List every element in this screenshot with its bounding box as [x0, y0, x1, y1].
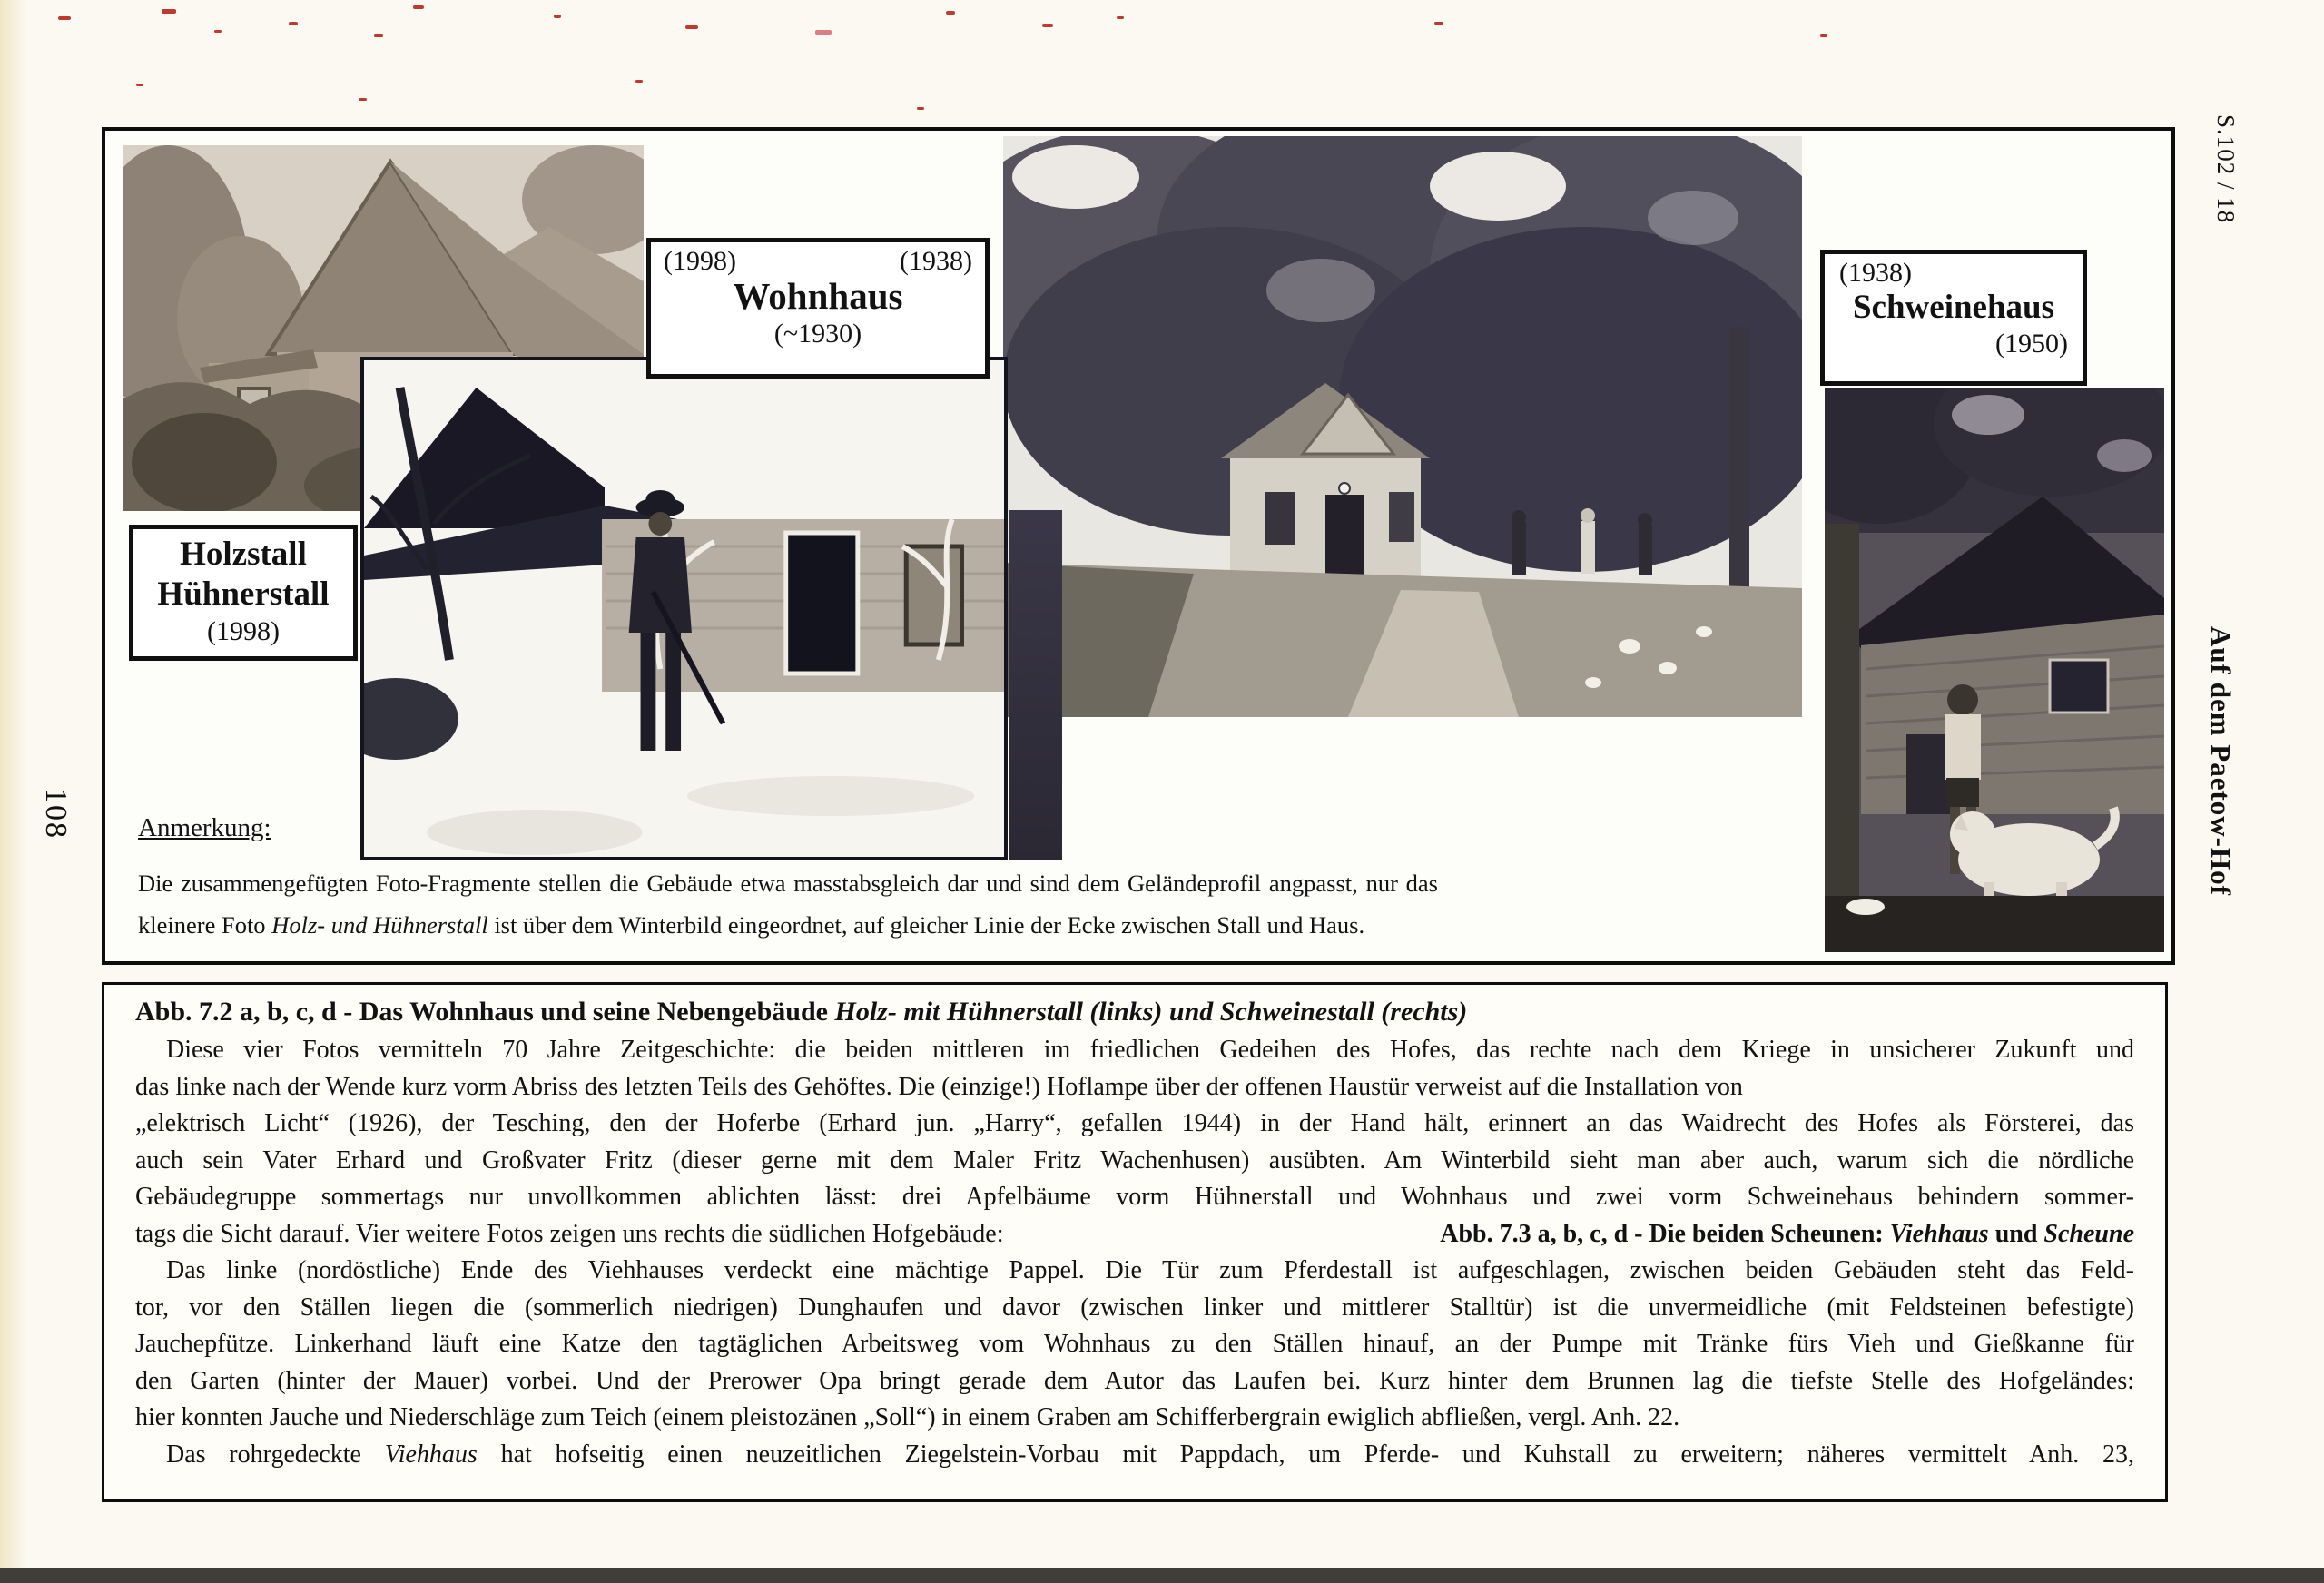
page-number: 108	[39, 788, 73, 840]
photo-wohnhaus-winter	[360, 357, 1008, 860]
text-line: Diese vier Fotos vermitteln 70 Jahre Zeitgeschichte: die beiden mittleren im friedlichen Gedeihen des Hofes, das rechte nach dem Kriege in unsicherer Zukunft und	[166, 1036, 2134, 1064]
text-line: den Garten (hinter der Mauer) vorbei. Und der Prerower Opa bringt gerade dem Autor das Laufen bei. Kurz hinter dem Brunnen lag die tiefste Stelle des Hofgeländes:	[135, 1366, 2134, 1395]
open-front-door	[786, 533, 858, 674]
label-schweinehaus-year-top: (1938)	[1839, 258, 1912, 288]
figure-caption-abb-7-2: Abb. 7.2 a, b, c, d - Das Wohnhaus und seine Nebengebäude Holz- mit Hühnerstall (links) und Schweinestall (rechts)	[135, 997, 1468, 1027]
label-wohnhaus-title: Wohnhaus	[733, 275, 903, 317]
label-wohnhaus	[646, 238, 990, 379]
anmerkung-heading: Anmerkung:	[138, 813, 271, 842]
text-line: kleinere Foto Holz- und Hühnerstall ist über dem Winterbild eingeordnet, auf gleicher Linie der Ecke zwischen Stall und Haus.	[138, 911, 1365, 939]
label-holzstall	[129, 525, 358, 661]
photo-montage-frame	[102, 127, 2175, 965]
label-wohnhaus-year-right: (1938)	[900, 246, 972, 276]
tree-trunk	[1729, 327, 1749, 608]
text-line: „elektrisch Licht“ (1926), der Tesching, den der Hoferbe (Erhard jun. „Harry“, gefallen 1944) in der Hand hält, erinnert an das Waidrecht des Hofes als Försterei, das	[135, 1109, 2134, 1137]
text-line: Das rohrgedeckte Viehhaus hat hofseitig einen neuzeitlichen Ziegelstein-Vorbau mit Pappdach, um Pferde- und Kuhstall zu erweitern; näheres vermittelt Anh. 23,	[166, 1440, 2134, 1469]
text-line: tags die Sicht darauf. Vier weitere Fotos zeigen uns rechts die südlichen Hofgebäude: Abb. 7.3 a, b, c, d - Die beiden Scheunen: Viehhaus und Scheune	[135, 1219, 2134, 1248]
text-line: Gebäudegruppe sommertags nur unvollkommen ablichten lässt: drei Apfelbäume vorm Hühnerstall und Wohnhaus und zwei vorm Schweinehaus behindern sommer-	[135, 1183, 2134, 1211]
label-schweinehaus-title: Schweinehaus	[1852, 289, 2055, 326]
text-line: Die zusammengefügten Foto-Fragmente stellen die Gebäude etwa masstabsgleich dar und sind dem Geländeprofil angpasst, nur das	[138, 870, 1438, 897]
text-line: Jauchepfütze. Linkerhand läuft eine Katze den tagtäglichen Arbeitsweg vom Wohnhaus zu den Ställen hinauf, an der Pumpe mit Tränke fürs Vieh und Gießkanne für	[135, 1330, 2134, 1358]
dog-bowl	[1846, 899, 1885, 915]
anmerkung-text	[138, 862, 1438, 946]
label-wohnhaus-year-left: (1998)	[664, 246, 736, 276]
label-holzstall-line1: Holzstall	[180, 536, 307, 573]
label-wohnhaus-subtitle: (~1930)	[773, 319, 862, 349]
label-schweinehaus-year-bottom: (1950)	[1995, 329, 2068, 359]
margin-note-chapter-title: Auf dem Paetow-Hof	[2205, 626, 2237, 896]
article-text-frame	[102, 982, 2168, 1502]
barn-window	[2050, 660, 2108, 713]
scan-edge-tint	[0, 0, 27, 1583]
scan-edge-bottom	[0, 1568, 2324, 1583]
margin-note-reference: S.102 / 18	[2212, 114, 2240, 224]
text-line: Das linke (nordöstliche) Ende des Viehhauses verdeckt eine mächtige Pappel. Die Tür zum Pferdestall ist aufgeschlagen, zwischen beiden Gebäuden steht das Feld-	[166, 1256, 2134, 1284]
window	[906, 546, 961, 644]
text-line: hier konnten Jauche und Niederschläge zum Teich (einem pleistozänen „Soll“) in einem Graben am Schifferbergrain ewiglich abfließen, vergl. Anh. 22.	[135, 1403, 1680, 1431]
text-line: auch sein Vater Erhard und Großvater Fritz (dieser gerne mit dem Maler Fritz Wachenhusen) ausübten. Am Winterbild sieht man aber auch, warum sich die nördliche	[135, 1145, 2134, 1175]
text-line: das linke nach der Wende kurz vorm Abriss des letzten Teils des Gehöftes. Die (einzige!) Hoflampe über der offenen Haustür verweist auf die Installation von	[135, 1072, 1743, 1101]
label-schweinehaus	[1820, 250, 2087, 386]
photo-wohnhaus-summer	[1003, 136, 1802, 717]
label-holzstall-line2: Hühnerstall	[157, 575, 330, 613]
text-line: tor, vor den Ställen liegen die (sommerlich niedrigen) Dunghaufen und davor (zwischen linker und mittlerer Stalltür) ist die unvermeidliche (mit Feldsteinen befestigte)	[135, 1293, 2134, 1322]
hoflampe	[1339, 483, 1350, 494]
photo-collage-fragment	[1009, 510, 1062, 860]
article-body	[135, 1032, 2134, 1473]
photo-schweinehaus-boy-dog	[1825, 388, 2164, 952]
label-holzstall-year: (1998)	[207, 616, 280, 646]
